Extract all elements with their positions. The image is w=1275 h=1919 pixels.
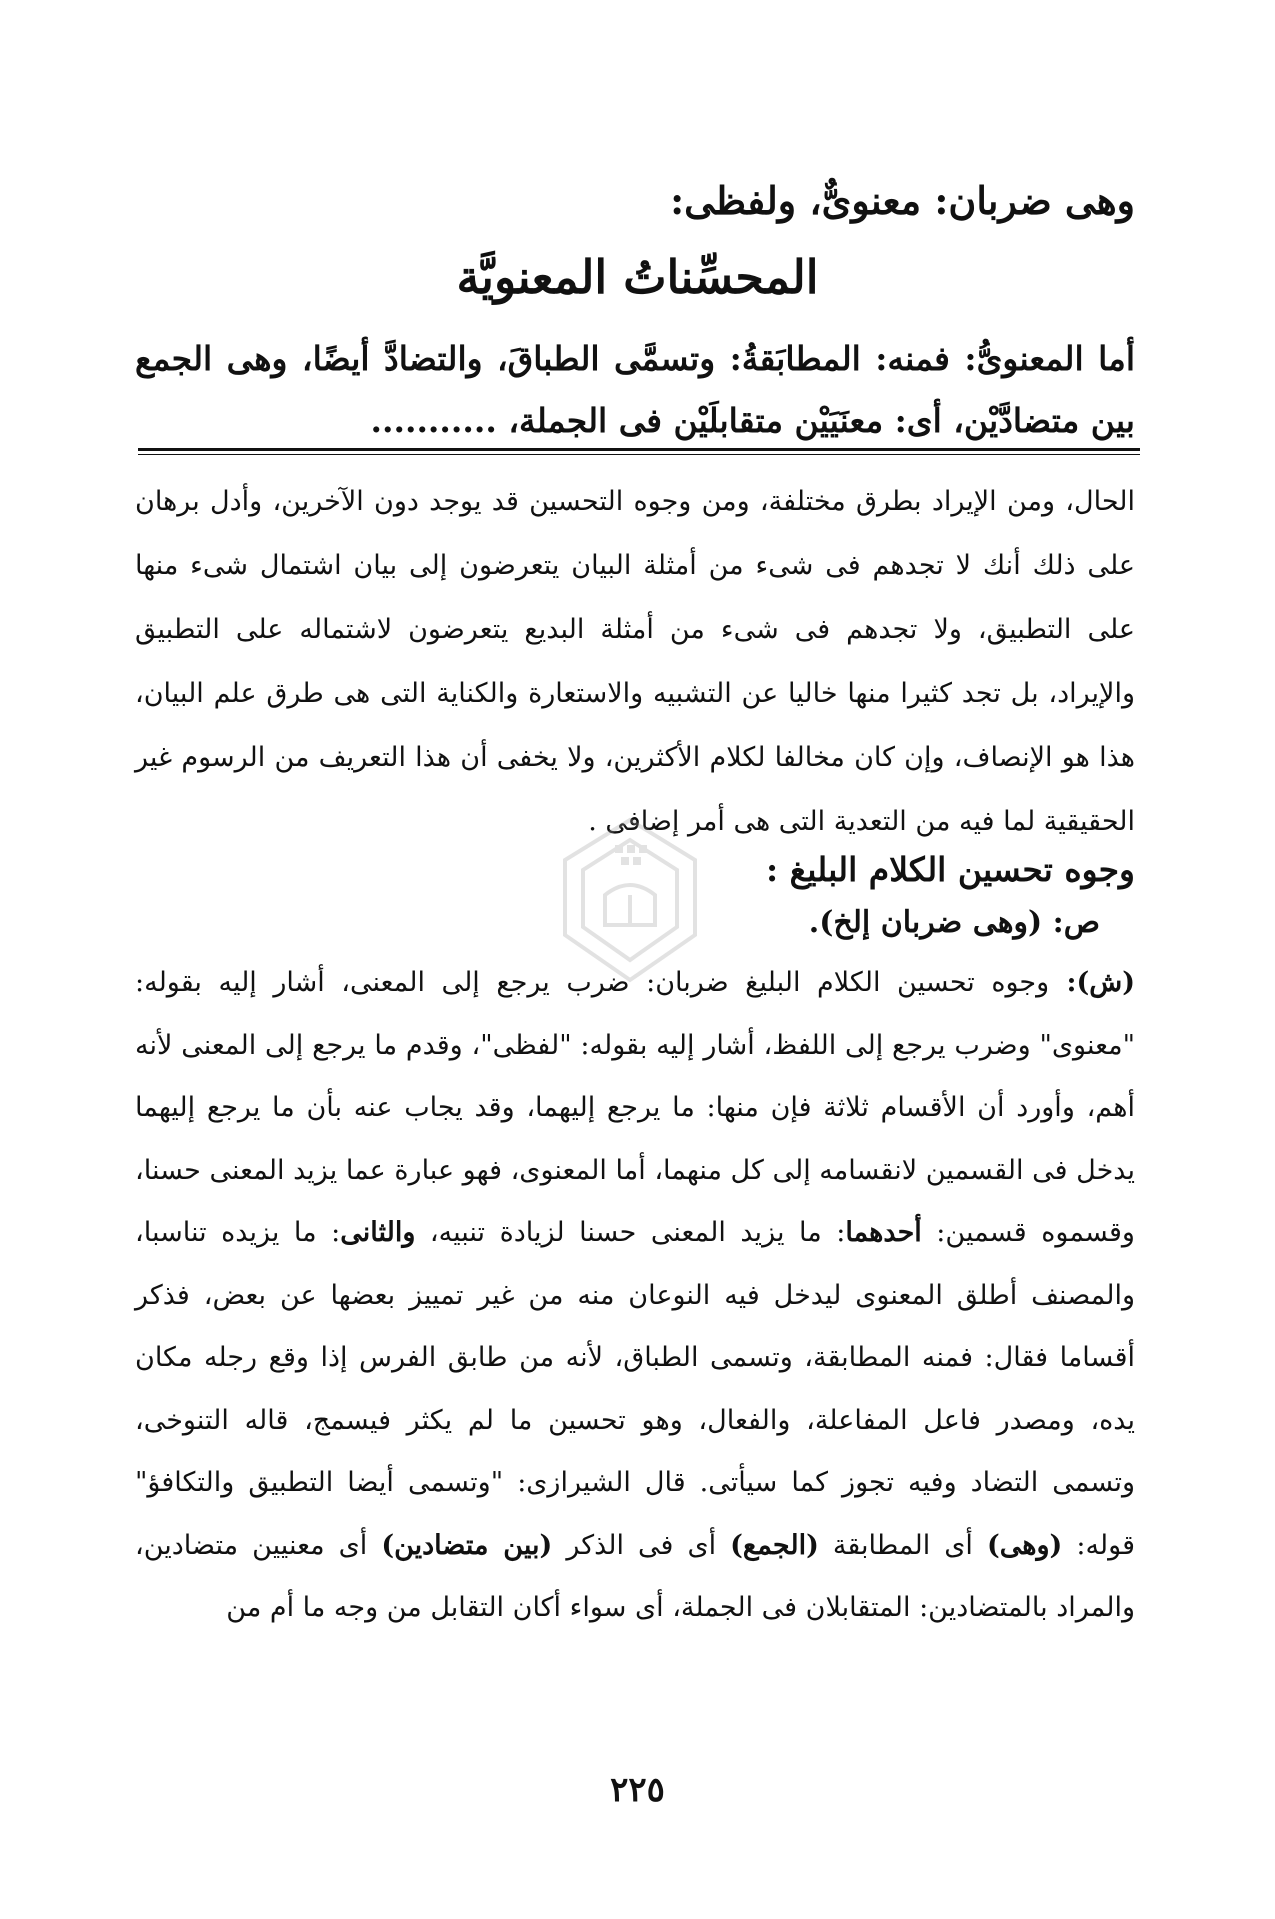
commentary-text: وجوه تحسين الكلام البليغ ضربان: ضرب يرجع إلى المعنى، أشار إليه بقوله: "معنوى" وضرب يرجع إلى اللفظ، أشار إليه بقوله: "لفظى"، وقدم ما يرجع إلى المعنى لأنه أهم، وأورد أن الأقسام ثلاثة فإن منها: ما يرجع إليهما، وقد يجاب عنه بأن ما يرجع إليهما يدخل فى القسمين لانقسامه إلى كل منهما، أما المعنوى، فهو عبارة عما يزيد المعنى حسنا، وقسموه قسمين: xyxy=(135,967,1135,1248)
sharh-marker: (ش): xyxy=(1049,967,1135,998)
intro-line: وهى ضربان: معنوىٌّ، ولفظى: xyxy=(670,178,1135,223)
separator-rule xyxy=(138,448,1140,451)
commentary-text: : ما يزيده تناسبا، والمصنف أطلق المعنوى ليدخل فيه النوعان منه من غير تمييز بعضها عن بعض، فذكر أقساما فقال: فمنه المطابقة، وتسمى الطباق، لأنه من طابق الفرس إذا وقع رجله مكان يده، ومصدر فاعل المفاعلة، والفعال، وهو تحسين ما لم يكثر فيسمج، قاله التنوخى، وتسمى التضاد وفيه تجوز كما سيأتى. قال الشيرازى: "وتسمى أيضا التطبيق والتكافؤ" قوله: xyxy=(135,1217,1136,1561)
bold-term: أحدهما xyxy=(845,1217,922,1248)
separator-rule-thin xyxy=(138,454,1140,455)
commentary-text: أى المطابقة xyxy=(818,1529,987,1561)
commentary-text: أى فى الذكر xyxy=(552,1529,731,1561)
commentary-paragraph-1: الحال، ومن الإيراد بطرق مختلفة، ومن وجوه التحسين قد يوجد دون الآخرين، وأدل برهان على ذلك أنك لا تجدهم فى شىء من أمثلة البيان يتعرضون إلى بيان اشتمال شىء منها على التطبيق، ولا تجدهم فى شىء من أمثلة البديع يتعرضون لاشتماله على التطبيق والإيراد، بل تجد كثيرا منها خاليا عن التشبيه والاستعارة والكناية التى هى طرق علم البيان، هذا هو الإنصاف، وإن كان مخالفا لكلام الأكثرين، ولا يخفى أن هذا التعريف من الرسوم غير الحقيقية لما فيه من التعدية التى هى أمر إضافى . xyxy=(135,486,1135,837)
subheading: وجوه تحسين الكلام البليغ : xyxy=(765,850,1135,889)
section-title: المحسِّناتُ المعنويَّة xyxy=(456,250,819,304)
bold-term: (وهى) xyxy=(986,1529,1063,1561)
commentary-paragraph-2 xyxy=(135,952,1135,1640)
bold-term: (بين متضادين) xyxy=(381,1529,553,1561)
seal-watermark-icon xyxy=(555,815,705,985)
commentary-text: : ما يزيد المعنى حسنا لزيادة تنبيه، xyxy=(415,1217,846,1248)
matn-line-1: أما المعنوىُّ: فمنه: المطابَقةُ: وتسمَّى الطباقَ، والتضادَّ أيضًا، وهى الجمع xyxy=(135,339,1135,378)
matn-reference-line: ص: (وهى ضربان إلخ). xyxy=(808,905,1100,940)
commentary-text: أى معنيين متضادين، والمراد بالمتضادين: المتقابلان فى الجملة، أى سواء أكان التقابل من وجه ما أم من xyxy=(135,1529,1135,1623)
bold-term: والثانى xyxy=(340,1217,416,1248)
matn-line-2: بين متضادَّيْن، أى: معنَيَيْن متقابلَيْن فى الجملة، ........... xyxy=(370,401,1135,440)
page-number: ٢٢٥ xyxy=(610,1770,665,1810)
bold-term: (الجمع) xyxy=(730,1529,819,1561)
